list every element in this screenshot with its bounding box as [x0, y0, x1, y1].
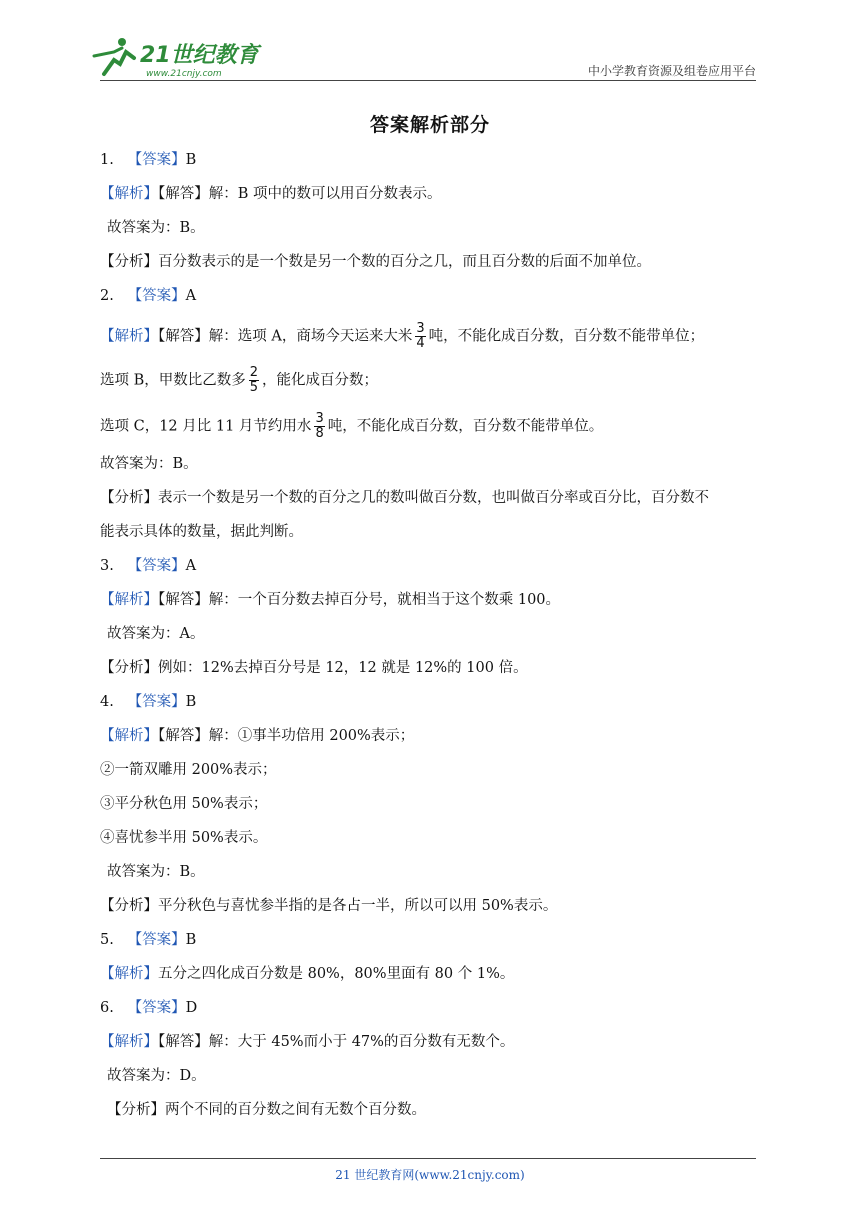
q1-conclusion: 故答案为：B。 [107, 220, 205, 236]
q4-answer: B [185, 694, 197, 710]
q6-answer-tag: 【答案】 [127, 1000, 186, 1016]
footer-link[interactable]: 21 世纪教育网(www.21cnjy.com) [335, 1168, 525, 1182]
q2-answer-tag: 【答案】 [127, 288, 186, 304]
fraction-2-5: $\frac{2}{5}$ [249, 365, 259, 395]
page-title: 答案解析部分 [369, 114, 490, 136]
q4-analysis-line4: ④喜忧参半用 50%表示。 [100, 830, 268, 846]
runner-logo-icon [94, 38, 134, 74]
q6-conclusion: 故答案为：D。 [107, 1068, 206, 1084]
q4-answer-line [100, 692, 196, 712]
q2-fenxi-line1: 【分析】表示一个数是另一个数的百分之几的数叫做百分数，也叫做百分率或百分比，百分数不 [100, 490, 709, 506]
q4-analysis-line1: 【解析】【解答】解：①事半功倍用 200%表示； [100, 728, 415, 744]
q4-analysis-line2: ②一箭双雕用 200%表示； [100, 762, 277, 778]
q6-analysis: 【解析】【解答】解：大于 45%而小于 47%的百分数有无数个。 [100, 1034, 515, 1050]
q1-analysis: 【解析】【解答】解：B 项中的数可以用百分数表示。 [100, 186, 442, 202]
q3-answer-tag: 【答案】 [127, 558, 186, 574]
fraction-3-4: $\frac{3}{4}$ [416, 321, 425, 351]
logo-url: www.21cnjy.com [146, 69, 222, 79]
q2-analysis-line3: 选项 C，12 月比 11 月节约用水 $\frac{3}{8}$ 吨，不能化成百分数，百分数不能带单位。 [100, 411, 604, 441]
q5-answer: B [185, 932, 197, 948]
q1-answer-tag: 【答案】 [127, 152, 186, 168]
q3-answer: A [185, 558, 197, 574]
q1-fenxi: 【分析】百分数表示的是一个数是另一个数的百分之几，而且百分数的后面不加单位。 [100, 254, 651, 270]
q2-conclusion: 故答案为：B。 [100, 456, 198, 472]
site-logo [92, 34, 262, 80]
q5-number: 5. [100, 932, 114, 948]
q6-fenxi: 【分析】两个不同的百分数之间有无数个百分数。 [107, 1102, 426, 1118]
q3-jiexi-tag: 【解析】 [100, 592, 158, 608]
q4-answer-tag: 【答案】 [127, 694, 186, 710]
header-platform-text: 中小学教育资源及组卷应用平台 [587, 64, 756, 78]
q3-answer-line [100, 556, 196, 576]
q6-jiexi-tag: 【解析】 [100, 1034, 158, 1050]
q2-number: 2. [100, 288, 114, 304]
q4-number: 4. [100, 694, 114, 710]
q3-number: 3. [100, 558, 114, 574]
header-divider [100, 80, 756, 81]
fraction-3-8: $\frac{3}{8}$ [315, 411, 324, 441]
footer-divider [100, 1158, 756, 1159]
q1-answer-line [100, 150, 196, 170]
q3-analysis: 【解析】【解答】解：一个百分数去掉百分号，就相当于这个数乘 100。 [100, 592, 561, 608]
q6-answer: D [185, 1000, 198, 1016]
q3-fenxi: 【分析】例如：12%去掉百分号是 12，12 就是 12%的 100 倍。 [100, 660, 528, 676]
q3-conclusion: 故答案为：A。 [107, 626, 205, 642]
q6-number: 6. [100, 1000, 114, 1016]
q1-answer: B [185, 152, 197, 168]
q2-analysis-line1: 【解析】【解答】解：选项 A，商场今天运来大米 $\frac{3}{4}$ 吨，不能化成百分数，百分数不能带单位； [100, 321, 705, 351]
q2-fenxi-line2: 能表示具体的数量，据此判断。 [100, 524, 303, 540]
q4-conclusion: 故答案为：B。 [107, 864, 205, 880]
q5-answer-line [100, 930, 196, 950]
q6-answer-line [100, 998, 197, 1018]
logo-text: 21世纪教育 [140, 43, 259, 68]
q5-analysis: 【解析】五分之四化成百分数是 80%，80%里面有 80 个 1%。 [100, 966, 515, 982]
q4-analysis-line3: ③平分秋色用 50%表示； [100, 796, 268, 812]
q4-fenxi: 【分析】平分秋色与喜忧参半指的是各占一半，所以可以用 50%表示。 [100, 898, 558, 914]
q5-answer-tag: 【答案】 [127, 932, 186, 948]
q2-jiexi-tag: 【解析】 [100, 328, 158, 345]
q2-analysis-line2: 选项 B，甲数比乙数多 $\frac{2}{5}$ ，能化成百分数； [100, 365, 379, 395]
q2-answer: A [185, 288, 197, 304]
q2-answer-line [100, 286, 196, 306]
q4-jiexi-tag: 【解析】 [100, 728, 158, 744]
q1-number: 1. [100, 152, 114, 168]
q5-jiexi-tag: 【解析】 [100, 966, 158, 982]
q1-jiexi-tag: 【解析】 [100, 186, 158, 202]
